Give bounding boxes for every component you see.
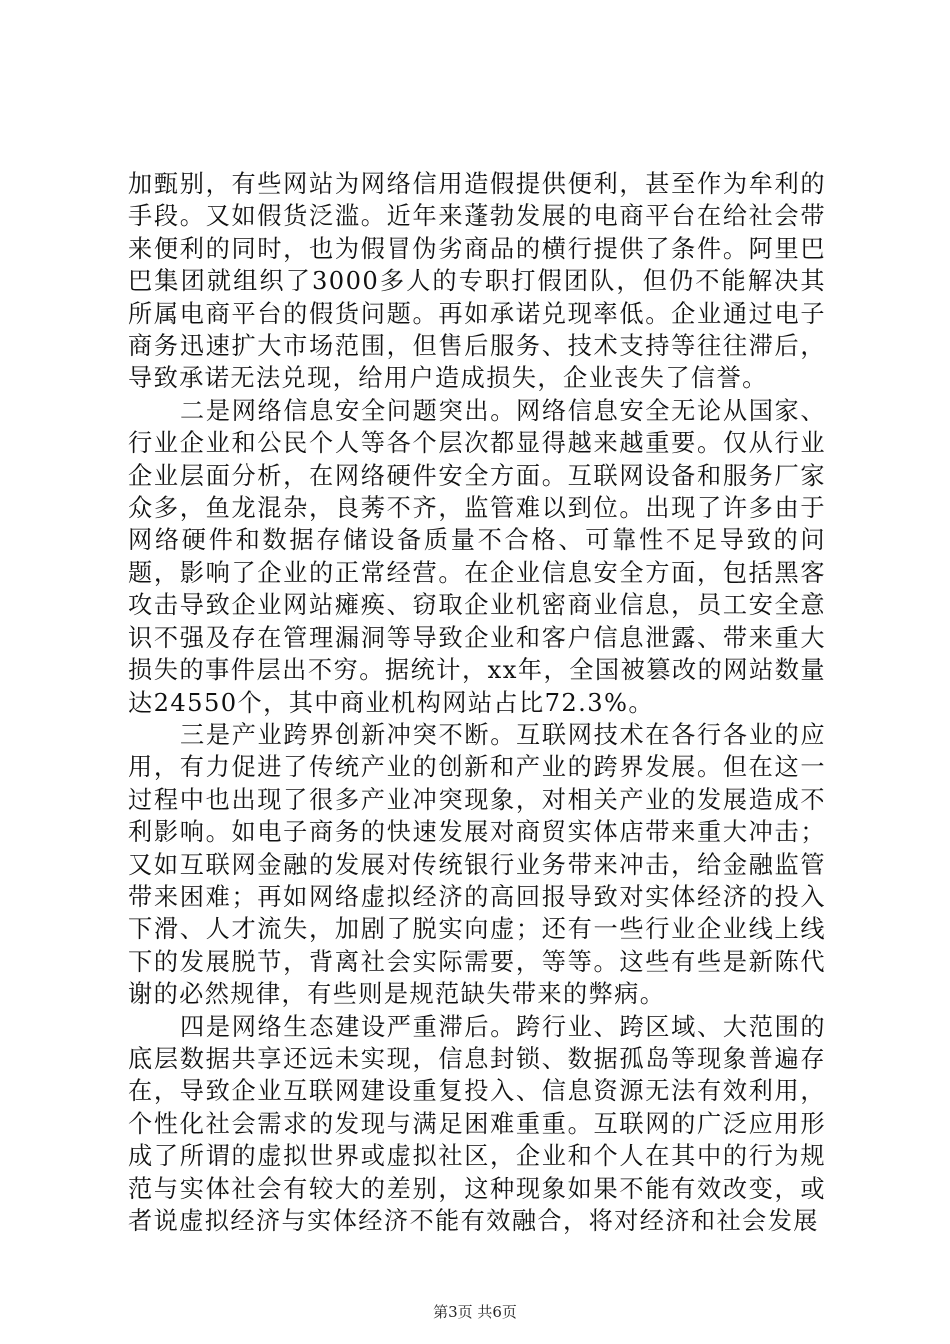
paragraph-network-security: 二是网络信息安全问题突出。网络信息安全无论从国家、行业企业和公民个人等各个层次都显得越来越重要。仅从行业企业层面分析，在网络硬件安全方面。互联网设备和服务厂家众多，鱼龙混杂，良莠不齐，监管难以到位。出现了许多由于网络硬件和数据存储设备质量不合格、可靠性不足导致的问题，影响了企业的正常经营。在企业信息安全方面，包括黑客攻击导致企业网站瘫痪、窃取企业机密商业信息，员工安全意识不强及存在管理漏洞等导致企业和客户信息泄露、带来重大损失的事件层出不穷。据统计，xx年，全国被篡改的网站数量达24550个，其中商业机构网站占比72.3%。 bbox=[128, 396, 826, 717]
paragraph-industry-crossover: 三是产业跨界创新冲突不断。互联网技术在各行各业的应用，有力促进了传统产业的创新和产业的跨界发展。但在这一过程中也出现了很多产业冲突现象，对相关产业的发展造成不利影响。如电子商务的快速发展对商贸实体店带来重大冲击；又如互联网金融的发展对传统银行业务带来冲击，给金融监管带来困难；再如网络虚拟经济的高回报导致对实体经济的投入下滑、人才流失，加剧了脱实向虚；还有一些行业企业线上线下的发展脱节，背离社会实际需要，等等。这些有些是新陈代谢的必然规律，有些则是规范缺失带来的弊病。 bbox=[128, 720, 826, 1009]
document-body bbox=[128, 168, 826, 1237]
paragraph-network-ecology: 四是网络生态建设严重滞后。跨行业、跨区域、大范围的底层数据共享还远未实现，信息封锁、数据孤岛等现象普遍存在，导致企业互联网建设重复投入、信息资源无法有效利用，个性化社会需求的发现与满足困难重重。互联网的广泛应用形成了所谓的虚拟世界或虚拟社区，企业和个人在其中的行为规范与实体社会有较大的差别，这种现象如果不能有效改变，或者说虚拟经济与实体经济不能有效融合，将对经济和社会发展 bbox=[128, 1012, 826, 1235]
page-number-footer: 第3页 共6页 bbox=[433, 1303, 517, 1321]
paragraph-continuation: 加甄别，有些网站为网络信用造假提供便利，甚至作为牟利的手段。又如假货泛滥。近年来蓬勃发展的电商平台在给社会带来便利的同时，也为假冒伪劣商品的横行提供了条件。阿里巴巴集团就组织了3000多人的专职打假团队，但仍不能解决其所属电商平台的假货问题。再如承诺兑现率低。企业通过电子商务迅速扩大市场范围，但售后服务、技术支持等往往滞后，导致承诺无法兑现，给用户造成损失，企业丧失了信誉。 bbox=[128, 170, 826, 393]
